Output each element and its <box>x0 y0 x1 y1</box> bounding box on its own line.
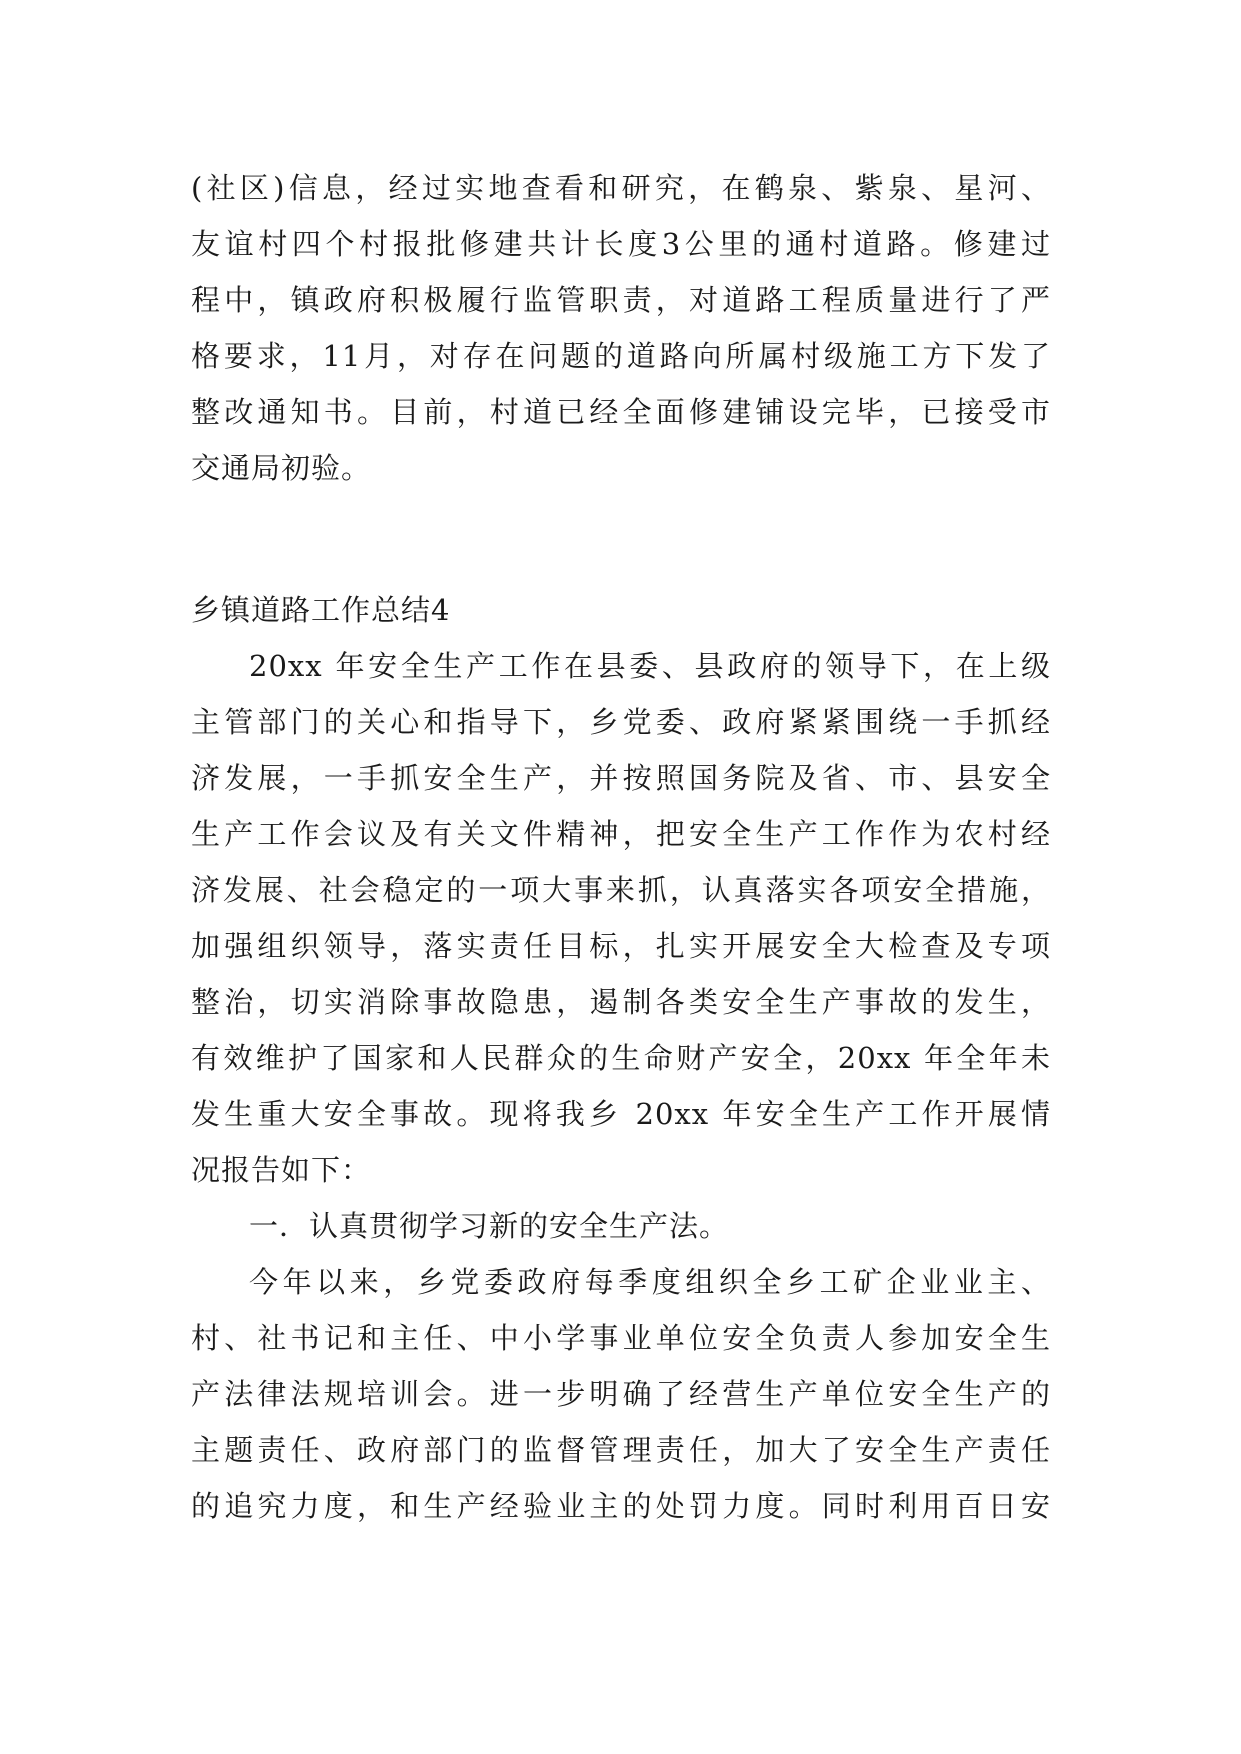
text-line: 主管部门的关心和指导下，乡党委、政府紧紧围绕一手抓经 <box>191 705 1051 739</box>
paragraph-3 <box>191 1254 1051 1534</box>
text-line: 今年以来，乡党委政府每季度组织全乡工矿企业业主、 <box>249 1265 1051 1299</box>
text-line: (社区)信息，经过实地查看和研究，在鹤泉、紫泉、星河、 <box>191 171 1051 205</box>
section-title: 乡镇道路工作总结4 <box>191 593 451 627</box>
document-body <box>191 160 1051 1534</box>
text-line: 程中，镇政府积极履行监管职责，对道路工程质量进行了严 <box>191 283 1051 317</box>
text-line: 交通局初验。 <box>191 451 372 485</box>
paragraph-1 <box>191 160 1051 496</box>
text-line: 济发展、社会稳定的一项大事来抓，认真落实各项安全措施， <box>191 873 1051 907</box>
text-line: 村、社书记和主任、中小学事业单位安全负责人参加安全生 <box>191 1321 1051 1355</box>
text-line: 产法律法规培训会。进一步明确了经营生产单位安全生产的 <box>191 1377 1051 1411</box>
text-line: 况报告如下： <box>191 1153 372 1187</box>
text-line: 整治，切实消除事故隐患，遏制各类安全生产事故的发生， <box>191 985 1051 1019</box>
text-line: 生产工作会议及有关文件精神，把安全生产工作作为农村经 <box>191 817 1051 851</box>
text-line: 友谊村四个村报批修建共计长度3公里的通村道路。修建过 <box>191 227 1051 261</box>
numbered-heading: 一．认真贯彻学习新的安全生产法。 <box>249 1209 730 1243</box>
text-line: 加强组织领导，落实责任目标，扎实开展安全大检查及专项 <box>191 929 1051 963</box>
text-line: 整改通知书。目前，村道已经全面修建铺设完毕，已接受市 <box>191 395 1051 429</box>
text-line: 格要求，11月，对存在问题的道路向所属村级施工方下发了 <box>191 339 1051 373</box>
text-line: 20xx 年安全生产工作在县委、县政府的领导下，在上级 <box>249 649 1051 683</box>
text-line: 发生重大安全事故。现将我乡 20xx 年安全生产工作开展情 <box>191 1097 1051 1131</box>
paragraph-2 <box>191 638 1051 1198</box>
section-spacer <box>191 496 1051 582</box>
text-line: 有效维护了国家和人民群众的生命财产安全，20xx 年全年未 <box>191 1041 1051 1075</box>
text-line: 的追究力度，和生产经验业主的处罚力度。同时利用百日安 <box>191 1489 1051 1523</box>
text-line: 济发展，一手抓安全生产，并按照国务院及省、市、县安全 <box>191 761 1051 795</box>
text-line: 主题责任、政府部门的监督管理责任，加大了安全生产责任 <box>191 1433 1051 1467</box>
